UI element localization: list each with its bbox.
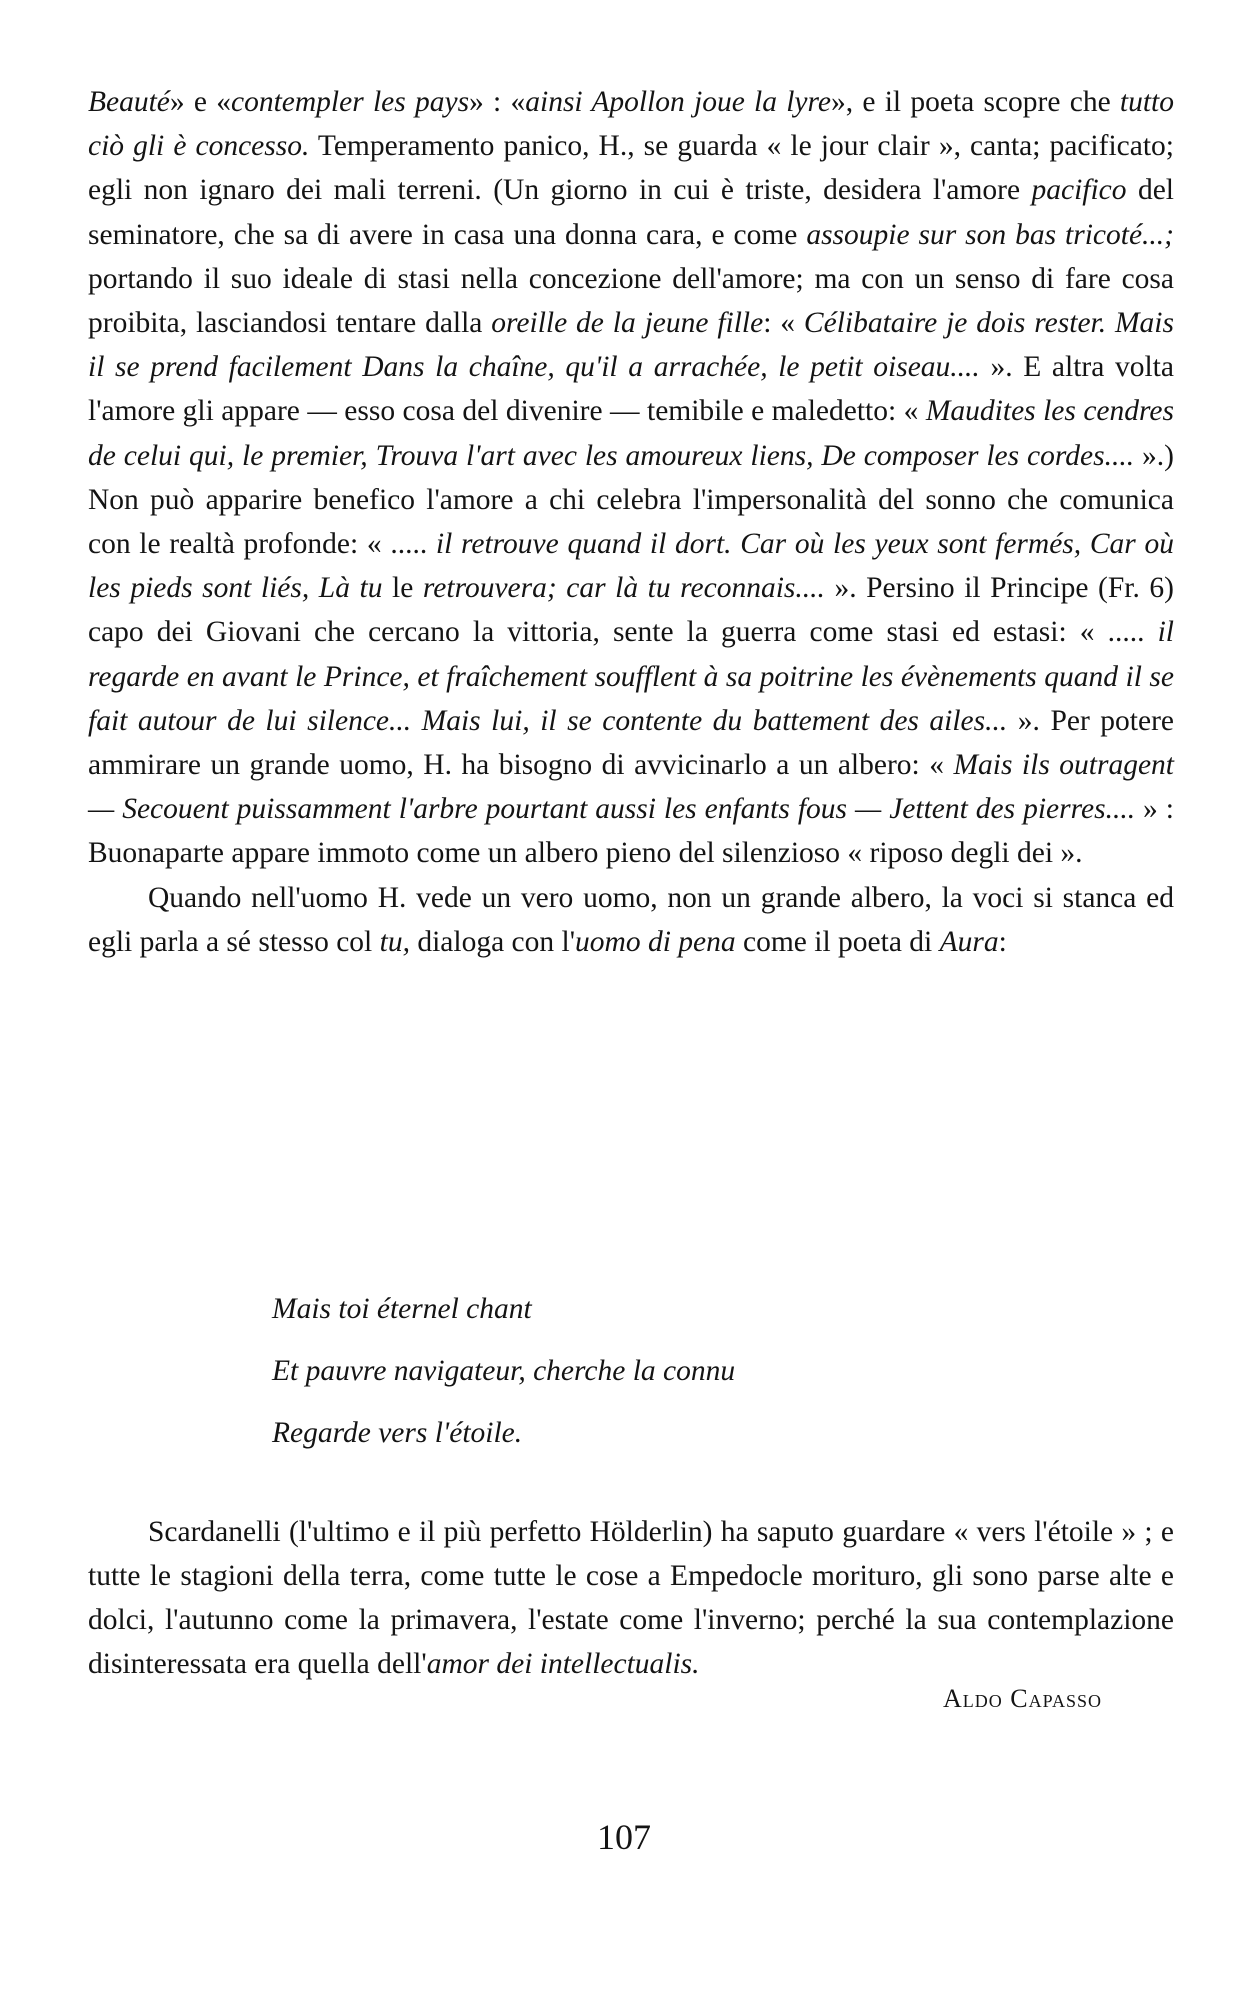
text-run-5: », e il poeta scopre che [831, 86, 1120, 118]
text-run-1: » e « [169, 86, 231, 118]
italic-run-1: amor dei intellectualis. [426, 1648, 700, 1681]
italic-run-2: contempler les pays [231, 86, 470, 118]
text-run-21: ». Persino il Principe (Fr. 6) capo dei Giovani che cercano la vittoria, sente la guerra come stasi ed estasi: « ..... [88, 572, 1174, 649]
italic-run-0: Beauté [88, 86, 170, 118]
paragraph-2 [88, 876, 1174, 964]
verse-line-2: Et pauvre navigateur, cherche la connu [272, 1355, 736, 1387]
text-run-7: Temperamento panico, H., se guarda « le jour clair », canta; pacificato; egli non ignaro dei mali terreni. (Un giorno in cui è triste, desidera l'amore [88, 130, 1174, 207]
italic-run-16: Maudites les cendres de celui qui, le premier, Trouva l'art avec les amoureux liens, De composer les cordes.... [88, 395, 1174, 472]
text-run-0: Scardanelli (l'ultimo e il più perfetto Hölderlin) ha saputo guardare « vers l'étoile » ; e tutte le stagioni della terra, come tutte le cose a Empedocle morituro, gli sono parse alte e dolci, l'autunno come la primavera, l'estate come l'inverno; perché la sua contemplazione disinteressata era quella dell' [88, 1515, 1174, 1681]
italic-run-5: Aura [939, 925, 999, 958]
verse-line-1: Mais toi éternel chant [272, 1293, 532, 1325]
text-run-3: » : « [469, 86, 526, 118]
text-run-4: come il poeta di [735, 925, 940, 958]
paragraph-3 [88, 1510, 1174, 1687]
italic-run-10: assoupie sur son bas tricoté...; [806, 218, 1174, 251]
text-run-15: ». E altra volta l'amore gli appare — esso cosa del divenire — temibile e maledetto: « [88, 351, 1174, 428]
text-run-25: » : Buonaparte appare immoto come un albero pieno del silenzioso « riposo degli dei ». [88, 793, 1174, 870]
italic-run-3: uomo di pena [575, 925, 736, 958]
text-run-0: Quando nell'uomo H. vede un vero uomo, non un grande albero, la voci si stanca ed egli parla a sé stesso col [88, 881, 1174, 958]
text-run-2: dialoga con l' [409, 925, 576, 958]
text-run-19: le [382, 572, 423, 605]
verse-quotation [272, 1278, 735, 1464]
italic-run-4: ainsi Apollon joue la lyre [525, 86, 831, 118]
italic-run-22: il regarde en avant le Prince, et fraîchement soufflent à sa poitrine les évènements quand il se fait autour de lui silence... Mais lui, il se contente du battement des ailes... [88, 616, 1174, 737]
main-text [88, 80, 1174, 964]
verse-line-3: Regarde vers l'étoile. [272, 1417, 523, 1449]
italic-run-20: retrouvera; car là tu reconnais.... [422, 572, 825, 605]
text-run-13: : « [763, 307, 804, 340]
italic-run-12: oreille de la jeune fille [491, 307, 764, 340]
italic-run-14: Célibataire je dois rester. Mais il se prend facilement Dans la chaîne, qu'il a arrachée, le petit oiseau.... [88, 307, 1174, 384]
italic-run-18: il retrouve quand il dort. Car où les yeux sont fermés, Car où les pieds sont liés, Là tu [88, 528, 1174, 605]
text-run-23: ». Per potere ammirare un grande uomo, H. ha bisogno di avvicinarlo a un albero: « [88, 704, 1174, 782]
italic-run-6: tutto ciò gli è concesso. [88, 86, 1174, 163]
page-number: 107 [597, 1817, 651, 1857]
text-run-6: : [998, 925, 1007, 958]
italic-run-1: tu, [379, 925, 410, 958]
italic-run-8: pacifico [1031, 174, 1127, 207]
text-run-11: portando il suo ideale di stasi nella concezione dell'amore; ma con un senso di fare cosa proibita, lasciandosi tentare dalla [88, 262, 1174, 340]
paragraph-1 [88, 80, 1174, 876]
text-run-9: del seminatore, che sa di avere in casa una donna cara, e come [88, 174, 1174, 251]
text-run-17: ».) Non può apparire benefico l'amore a chi celebra l'impersonalità del sonno che comunica con le realtà profonde: « ..... [88, 439, 1174, 561]
author-signature: Aldo Capasso [943, 1684, 1102, 1713]
italic-run-24: Mais ils outragent — Secouent puissamment l'arbre pourtant aussi les enfants fous — Jettent des pierres.... [88, 749, 1175, 826]
